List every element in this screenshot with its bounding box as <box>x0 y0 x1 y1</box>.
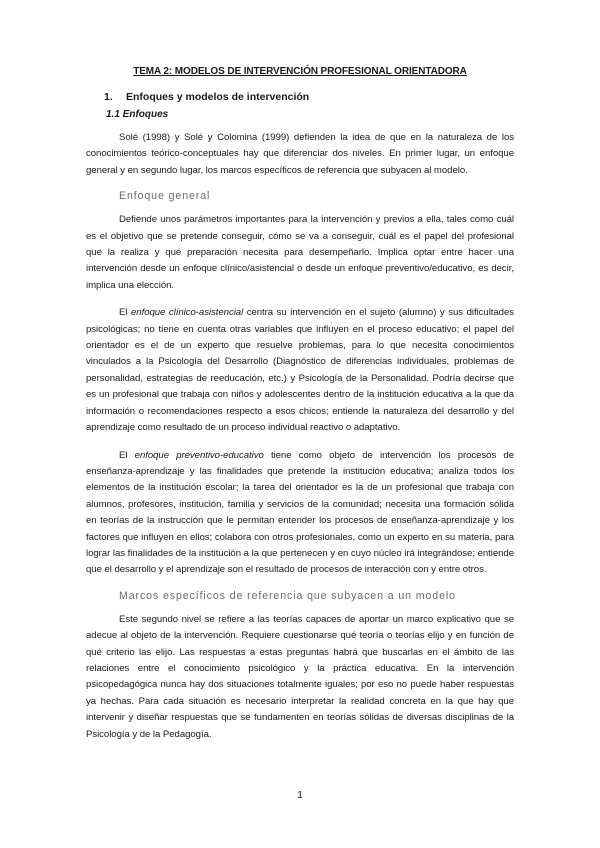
preventivo-rest: tiene como objeto de intervención los procesos de enseñanza-aprendizaje y las finalidades que pretende la institución educativa; analiza todos los elementos de la institución escolar; la tarea del orientador es la de un profesional que trabaja con alumnos, profesores, institución, familia y servicios de la comunidad; necesita una formación sólida en teorías de la instrucción que le permitan entender los procesos de enseñanza-aprendizaje y los factores que influyen en ellos; colabora con otros profesionales, como un experto en su materia, para lograr las finalidades de la institución a la que pertenecen y en cuyo núcleo irá integrándose; entiende que el desarrollo y el aprendizaje son el resultado de procesos de interacción con y entre otros. <box>86 449 515 576</box>
clinico-lead: El <box>119 307 132 319</box>
section-number: 1. <box>104 91 113 103</box>
section-label: Enfoques y modelos de intervención <box>126 91 310 103</box>
document-title: TEMA 2: MODELOS DE INTERVENCIÓN PROFESIONAL ORIENTADORA <box>133 66 467 77</box>
section-heading <box>104 91 514 103</box>
enfoque-general-paragraph: Defiende unos parámetros importantes para la intervención y previos a ella, tales como cuál es el objetivo que se pretende conseguir, cómo se va a conseguir, cuál es el papel del profesional que la realiza y qué preparación necesita para desempeñarlo. Implica optar entre hacer una intervención desde un enfoque clínico/asistencial o desde un enfoque preventivo/educativo, es decir, implica una elección. <box>86 214 514 291</box>
clinico-paragraph <box>86 305 514 436</box>
clinico-term: enfoque clínico-asistencial <box>131 307 244 319</box>
preventivo-term: enfoque preventivo-educativo <box>134 449 264 461</box>
marcos-paragraph: Este segundo nivel se refiere a las teorías capaces de aportar un marco explicativo que se adecue al objeto de la intervención. Requiere cuestionarse qué teoría o teorías elijo y en función de qué criterio las elijo. Las respuestas a estas preguntas habrá que buscarlas en el ámbito de las relaciones entre el conocimiento psicológico y la práctica educativa. En la intervención psicopedagógica nunca hay dos situaciones totalmente iguales; por eso no puede haber respuestas ya hechas. Para cada situación es necesario interpretar la realidad concreta en la que hay que intervenir y diseñar respuestas que se fundamenten en teorías sólidas de diversas disciplinas de la Psicología y de la Pedagogía. <box>86 613 514 740</box>
subsection-heading: 1.1 Enfoques <box>106 109 169 120</box>
preventivo-lead: El <box>119 449 135 461</box>
intro-paragraph: Solé (1998) y Solé y Colomina (1999) defienden la idea de que en la naturaleza de los conocimientos teórico-conceptuales hay que diferenciar dos niveles. En primer lugar, un enfoque general y en segundo lugar, los marcos específicos de referencia que subyacen al modelo. <box>86 132 514 176</box>
marcos-heading: Marcos específicos de referencia que subyacen a un modelo <box>119 589 456 602</box>
preventivo-paragraph <box>86 448 514 579</box>
page-number: 1 <box>297 790 303 801</box>
enfoque-general-heading: Enfoque general <box>119 190 211 203</box>
page-content <box>86 66 514 754</box>
clinico-rest: centra su intervención en el sujeto (alumno) y sus dificultades psicológicas; no tiene en cuenta otras variables que influyen en el proceso educativo; el papel del orientador es el de un experto que resuelve problemas, para lo que necesita conocimientos vinculados a la Psicología del Desarrollo (Diagnóstico de diferencias individuales, problemas de personalidad, estrategias de reeducación, etc.) y Psicología de la Personalidad. Podría decirse que es un profesional que trabaja con niños y adolescentes dentro de la institución educativa a la que da información o recomendaciones respecto a esos chicos; entiende la naturaleza del desarrollo y del aprendizaje como resultado de un proceso individual reactivo o adaptativo. <box>86 307 514 434</box>
